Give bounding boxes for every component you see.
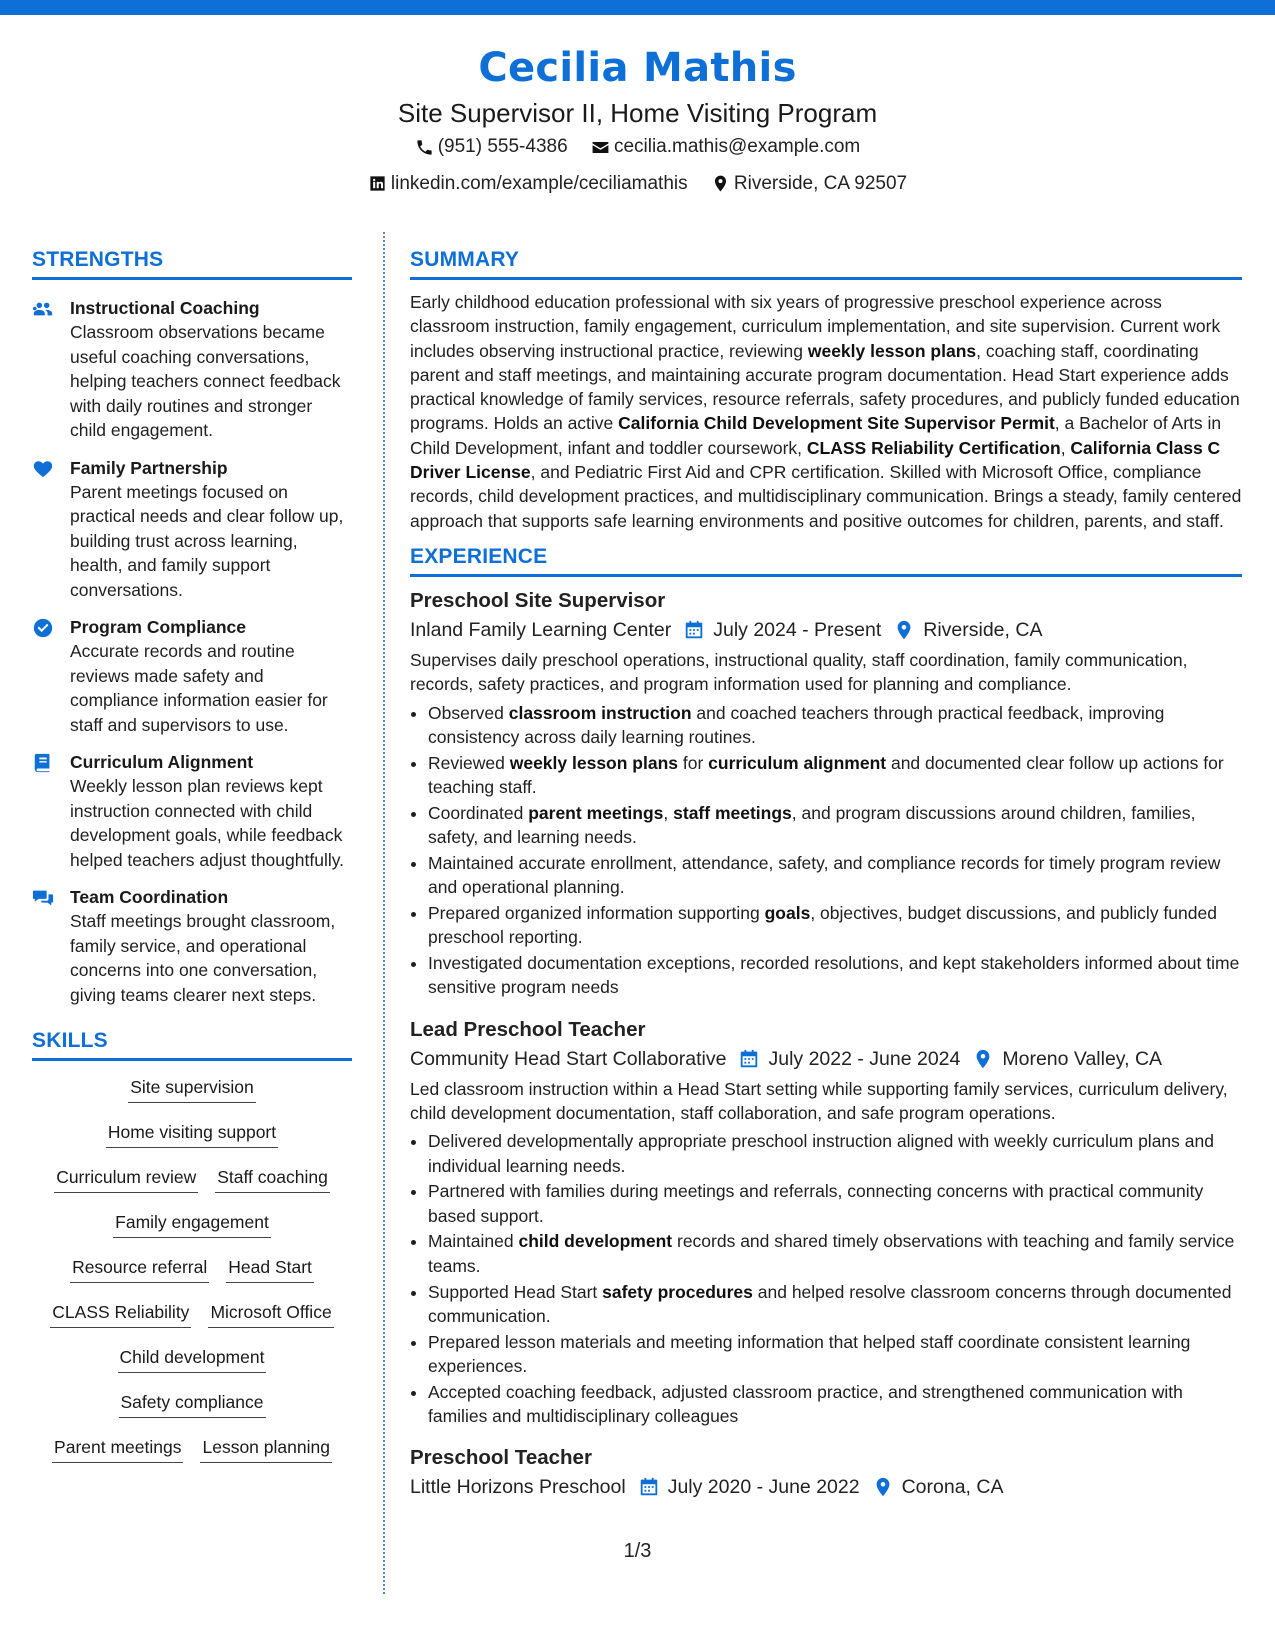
strength-body <box>70 296 352 443</box>
right-column <box>410 248 1242 1502</box>
job-role: Lead Preschool Teacher <box>410 1017 646 1041</box>
job-location <box>893 615 1042 645</box>
job-meta <box>410 615 1242 645</box>
strength-title: Program Compliance <box>70 617 247 637</box>
skill-tag: Site supervision <box>128 1075 256 1103</box>
skill-tag: Microsoft Office <box>208 1300 333 1328</box>
job-bullet: • Reviewed weekly lesson plans for curriculum alignment and documented clear follow up actions for teaching staff. <box>428 751 1242 800</box>
job-description: Supervises daily preschool operations, instructional quality, staff coordination, family communication, records, safety practices, and program information used for planning and compliance. <box>410 649 1188 695</box>
job-bullet: • Delivered developmentally appropriate preschool instruction aligned with weekly curriculum plans and individual learning needs. <box>428 1129 1242 1178</box>
book-icon <box>32 750 70 872</box>
linkedin-contact[interactable] <box>368 169 688 199</box>
skills-list <box>32 1075 352 1480</box>
strength-item <box>32 885 352 1007</box>
job-dates <box>683 615 881 645</box>
strength-item <box>32 456 352 603</box>
page-number: 1/3 <box>623 1540 652 1562</box>
comments-icon <box>32 885 70 1007</box>
skills-heading: SKILLS <box>32 1029 352 1061</box>
job-bullets <box>410 1129 1242 1428</box>
strength-item <box>32 750 352 872</box>
job-dates-text: July 2022 - June 2024 <box>768 1047 961 1070</box>
summary-text: Early childhood education professional with six years of progressive preschool experience across classroom instruction, family engagement, curriculum implementation, and site supervision. Current work includes observing instructional practice, reviewing weekly lesson plans, coaching staff, coordinating parent and staff meetings, and maintaining accurate program documentation. Head Start experience adds practical knowledge of family services, resource referrals, safety procedures, and publicly funded education programs. Holds an active California Child Development Site Supervisor Permit, a Bachelor of Arts in Child Development, infant and toddler coursework, CLASS Reliability Certification, California Class C Driver License, and Pediatric First Aid and CPR certification. Skilled with Microsoft Office, compliance records, child development practices, and multidisciplinary communication. Brings a steady, family centered approach that supports safe learning environments and positive outcomes for children, parents, and staff. <box>410 292 1242 531</box>
job-entry <box>410 1016 1242 1429</box>
skill-tag: Staff coaching <box>215 1165 330 1193</box>
job-meta <box>410 1472 1242 1502</box>
skill-tag: Parent meetings <box>52 1435 183 1463</box>
linkedin-icon <box>368 174 387 193</box>
email-contact[interactable] <box>591 132 860 162</box>
map-pin-icon <box>893 619 915 641</box>
linkedin-text: linkedin.com/example/ceciliamathis <box>390 172 688 194</box>
summary-heading: SUMMARY <box>410 248 1242 280</box>
experience-heading: EXPERIENCE <box>410 545 1242 577</box>
strength-description: Accurate records and routine reviews made safety and compliance information easier for staff and supervisors to use. <box>70 641 328 735</box>
top-accent-bar <box>0 0 1275 15</box>
job-location-text: Moreno Valley, CA <box>1002 1047 1163 1070</box>
job-bullets <box>410 701 1242 1000</box>
calendar-icon <box>738 1048 760 1070</box>
skill-row <box>32 1210 352 1255</box>
job-entry <box>410 587 1242 1000</box>
strength-title: Curriculum Alignment <box>70 752 254 772</box>
location-text: Riverside, CA 92507 <box>733 172 908 194</box>
heart-icon <box>32 456 70 603</box>
location-contact <box>711 169 907 199</box>
job-bullet: • Accepted coaching feedback, adjusted classroom practice, and strengthened communication with families and multidisciplinary colleagues <box>428 1380 1242 1429</box>
job-location <box>972 1044 1162 1074</box>
job-description: Led classroom instruction within a Head Start setting while supporting family services, curriculum delivery, child development documentation, staff collaboration, and safe program operations. <box>410 1078 1228 1123</box>
job-location-text: Corona, CA <box>901 1476 1004 1499</box>
column-divider <box>383 232 385 1594</box>
job-bullet: • Partnered with families during meetings and referrals, connecting concerns with practical community based support. <box>428 1179 1242 1228</box>
strength-item <box>32 615 352 737</box>
strength-body <box>70 615 352 737</box>
email-text: cecilia.mathis@example.com <box>613 136 861 157</box>
skill-tag: Child development <box>118 1345 267 1373</box>
job-bullet: • Prepared lesson materials and meeting information that helped staff coordinate consistent learning experiences. <box>428 1330 1242 1379</box>
job-bullet: • Maintained child development records and shared timely observations with teaching and family service teams. <box>428 1229 1242 1278</box>
job-role: Preschool Teacher <box>410 1446 592 1470</box>
skill-tag: Safety compliance <box>119 1390 266 1418</box>
skill-row <box>32 1300 352 1345</box>
strength-description: Weekly lesson plan reviews kept instruction connected with child development goals, while feedback helped teachers adjust thoughtfully. <box>70 776 345 870</box>
job-location-text: Riverside, CA <box>923 618 1043 641</box>
left-column <box>32 248 352 1480</box>
calendar-icon <box>638 1476 660 1498</box>
skill-row <box>32 1120 352 1165</box>
job-organization: Little Horizons Preschool <box>410 1476 626 1499</box>
strengths-list <box>32 296 352 1007</box>
strength-title: Family Partnership <box>70 457 228 478</box>
strength-title: Team Coordination <box>70 887 229 907</box>
strengths-heading: STRENGTHS <box>32 248 352 280</box>
skill-tag: Resource referral <box>70 1255 209 1283</box>
map-pin-icon <box>872 1476 894 1498</box>
job-dates-text: July 2020 - June 2022 <box>667 1476 860 1499</box>
job-dates <box>638 1472 860 1502</box>
strength-body <box>70 885 352 1007</box>
jobs-list <box>410 587 1242 1502</box>
job-bullet: • Prepared organized information supporting goals, objectives, budget discussions, and publicly funded preschool reporting. <box>428 901 1242 950</box>
skill-row <box>32 1165 352 1210</box>
skill-row <box>32 1390 352 1435</box>
candidate-name: Cecilia Mathis <box>478 45 797 91</box>
job-bullet: • Maintained accurate enrollment, attendance, safety, and compliance records for timely program review and operational planning. <box>428 851 1242 900</box>
skill-tag: Family engagement <box>113 1210 271 1238</box>
strength-body <box>70 456 352 603</box>
phone-text: (951) 555-4386 <box>437 136 568 157</box>
strength-item <box>32 296 352 443</box>
job-bullet: • Observed classroom instruction and coached teachers through practical feedback, improving consistency across daily learning routines. <box>428 701 1242 750</box>
skill-tag: Curriculum review <box>54 1165 198 1193</box>
job-bullet: • Coordinated parent meetings, staff meetings, and program discussions around children, families, safety, and learning needs. <box>428 801 1242 850</box>
users-icon <box>32 296 70 443</box>
strength-description: Parent meetings focused on practical needs and clear follow up, building trust across learning, health, and family support conversations. <box>70 481 344 600</box>
skill-row <box>32 1435 352 1480</box>
job-bullet: • Supported Head Start safety procedures and helped resolve classroom concerns through documented communication. <box>428 1280 1242 1329</box>
strength-title: Instructional Coaching <box>70 298 260 318</box>
map-pin-icon <box>711 174 730 193</box>
strength-description: Staff meetings brought classroom, family service, and operational concerns into one conversation, giving teams clearer next steps. <box>70 911 336 1005</box>
job-dates-text: July 2024 - Present <box>713 618 882 641</box>
calendar-icon <box>683 619 705 641</box>
job-entry <box>410 1444 1242 1502</box>
strength-description: Classroom observations became useful coaching conversations, helping teachers connect feedback with daily routines and stronger child engagement. <box>70 322 341 440</box>
strength-body <box>70 750 352 872</box>
map-pin-icon <box>972 1048 994 1070</box>
phone-icon <box>415 138 434 157</box>
skill-tag: Lesson planning <box>200 1435 331 1463</box>
job-meta <box>410 1044 1242 1074</box>
phone-contact[interactable] <box>415 132 568 162</box>
job-role: Preschool Site Supervisor <box>410 588 666 612</box>
candidate-title: Site Supervisor II, Home Visiting Program <box>397 98 878 128</box>
skill-tag: CLASS Reliability <box>50 1300 191 1328</box>
envelope-icon <box>591 138 610 157</box>
job-bullet: • Investigated documentation exceptions, recorded resolutions, and kept stakeholders informed about time sensitive program needs <box>428 951 1242 1000</box>
job-organization: Community Head Start Collaborative <box>410 1047 727 1070</box>
check-circle-icon <box>32 615 70 737</box>
job-location <box>872 1472 1004 1502</box>
job-organization: Inland Family Learning Center <box>410 618 672 641</box>
skill-row <box>32 1075 352 1120</box>
contact-line-2 <box>0 169 1275 204</box>
contact-line-1 <box>0 132 1275 167</box>
skill-row <box>32 1255 352 1300</box>
skill-row <box>32 1345 352 1390</box>
skill-tag: Home visiting support <box>106 1120 278 1148</box>
skill-tag: Head Start <box>226 1255 314 1283</box>
job-dates <box>738 1044 960 1074</box>
resume-header <box>0 42 1275 203</box>
